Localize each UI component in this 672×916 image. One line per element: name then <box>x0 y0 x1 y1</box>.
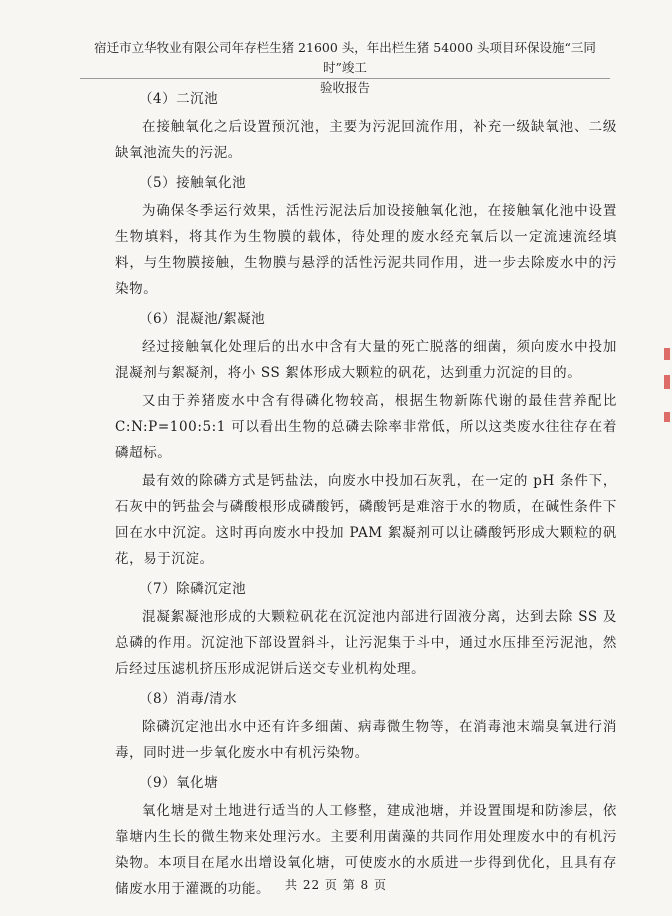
header-title-line2: 验收报告 <box>319 80 370 95</box>
section-6 <box>115 304 617 572</box>
scan-edge-mark <box>664 412 670 422</box>
paragraph: 经过接触氧化处理后的出水中含有大量的死亡脱落的细菌，须向废水中投加混凝剂与絮凝剂，将小 SS 絮体形成大颗粒的矾花，达到重力沉淀的目的。 <box>115 339 617 381</box>
section-heading: （9）氧化塘 <box>139 775 219 791</box>
paragraph: 氧化塘是对土地进行适当的人工修整，建成池塘，并设置围堤和防渗层，依靠塘内生长的微生物来处理污水。主要利用菌藻的共同作用处理废水中的有机污染物。本项目在尾水出增设氧化塘，可使废水的水质进一步得到优化，且具有存储废水用于灌溉的功能。 <box>115 803 617 897</box>
paragraph: 除磷沉定池出水中还有许多细菌、病毒微生物等，在消毒池末端臭氧进行消毒，同时进一步氧化废水中有机污染物。 <box>115 719 617 761</box>
paragraph: 又由于养猪废水中含有得磷化物较高，根据生物新陈代谢的最佳营养配比 C:N:P=100:5:1 可以看出生物的总磷去除率非常低，所以这类废水往往存在着磷超标。 <box>115 393 617 461</box>
paragraph: 在接触氧化之后设置预沉池，主要为污泥回流作用，补充一级缺氧池、二级缺氧池流失的污泥。 <box>115 119 617 161</box>
section-4 <box>115 84 617 166</box>
scan-edge-mark <box>664 375 670 389</box>
scan-edge-mark <box>664 348 670 360</box>
page-number-footer: 共 22 页 第 8 页 <box>285 878 387 892</box>
section-7 <box>115 574 617 682</box>
section-heading: （4）二沉池 <box>139 91 219 107</box>
section-heading: （7）除磷沉定池 <box>139 581 247 597</box>
header-divider <box>80 78 610 79</box>
section-heading: （6）混凝池/絮凝池 <box>139 311 266 327</box>
section-heading: （8）消毒/清水 <box>139 691 238 707</box>
document-body <box>115 84 617 904</box>
section-heading: （5）接触氧化池 <box>139 175 247 191</box>
paragraph: 为确保冬季运行效果，活性污泥法后加设接触氧化池，在接触氧化池中设置生物填料，将其作为生物膜的载体，待处理的废水经充氧后以一定流速流经填料，与生物膜接触，生物膜与悬浮的活性污泥共同作用，进一步去除废水中的污染物。 <box>115 203 617 297</box>
section-8 <box>115 684 617 766</box>
paragraph: 混凝絮凝池形成的大颗粒矾花在沉淀池内部进行固液分离，达到去除 SS 及总磷的作用。沉淀池下部设置斜斗，让污泥集于斗中，通过水压排至污泥池，然后经过压滤机挤压形成泥饼后送交专业机构处理。 <box>115 609 617 677</box>
header-title-line1: 宿迁市立华牧业有限公司年存栏生猪 21600 头，年出栏生猪 54000 头项目环保设施“三同时”竣工 <box>94 40 596 75</box>
paragraph: 最有效的除磷方式是钙盐法，向废水中投加石灰乳，在一定的 pH 条件下，石灰中的钙盐会与磷酸根形成磷酸钙，磷酸钙是难溶于水的物质，在碱性条件下回在水中沉淀。这时再向废水中投加 PAM 絮凝剂可以让磷酸钙形成大颗粒的矾花，易于沉淀。 <box>115 473 617 567</box>
section-5 <box>115 168 617 302</box>
